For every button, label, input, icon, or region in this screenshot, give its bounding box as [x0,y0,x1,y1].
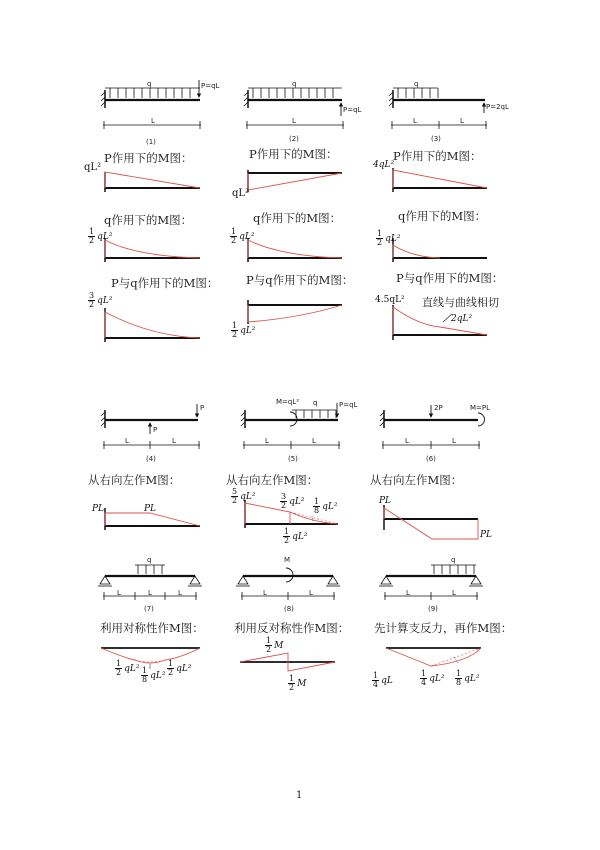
frac-text: qL² [289,496,305,507]
frac-text: qL² [97,231,113,242]
load-label-q-9: q [451,556,456,564]
frac-num: 1 [284,527,290,536]
caption-p-moment-1: P作用下的M图： [104,151,193,165]
value-half-qL2-pq-2 [231,322,255,339]
moment-label-5: M=qL² [276,398,300,406]
load-label-q-1: q [147,80,152,88]
frac-num: 1 [421,669,427,678]
frac-text: qL [381,675,393,686]
frac-num: 1 [456,669,462,678]
value-PL-4a: PL [92,504,105,514]
beam-8 [236,568,340,600]
span-label-4b: L [172,437,176,445]
frac-num: 1 [142,666,148,675]
value-PL-6b: PL [480,530,493,540]
frac-num: 1 [89,227,95,236]
value-quarter-qL-9 [372,672,393,689]
value-quarter-qL2-9 [420,670,444,687]
frac-text: qL² [240,325,256,336]
frac-num: 1 [116,659,122,668]
value-fivehalf-qL2-5 [231,488,255,505]
frac-den: 4 [373,680,379,689]
frac-num: 1 [168,659,174,668]
frac-text: qL² [176,663,192,674]
value-PL-4b: PL [144,504,157,514]
m-diagram-3pq [393,305,487,340]
frac-text: M [274,640,284,651]
m-diagram-9 [386,648,481,666]
force-label-p-2: P=qL [343,106,362,114]
value-half-qL2-5 [283,528,307,545]
caption-p-moment-2: P作用下的M图： [249,147,338,161]
frac-num: 3 [89,291,95,300]
problem-number-7: (7) [144,605,154,613]
span-label-4a: L [125,437,129,445]
frac-num: 1 [373,671,379,680]
frac-num: 3 [281,492,287,501]
caption-p-moment-3: P作用下的M图： [393,149,482,163]
beam-6 [380,405,485,449]
value-PL-6a: PL [379,496,392,506]
frac-den: 4 [421,678,427,687]
caption-q-moment-2: q作用下的M图： [253,211,342,225]
frac-num: 1 [289,674,295,683]
load-label-q-5: q [313,399,318,407]
frac-num: 1 [314,497,320,506]
load-label-q-2: q [292,80,297,88]
frac-text: M [297,678,307,689]
span-label-7b: L [148,589,152,597]
frac-num: 1 [266,636,272,645]
frac-text: qL² [385,233,401,244]
problem-number-8: (8) [284,605,294,613]
m-diagram-2p [248,170,342,192]
problem-number-3: (3) [431,135,441,143]
force-label-p-4: P [200,404,205,412]
span-label-5a: L [265,437,269,445]
force-label-p-3: P=2qL [486,103,509,111]
force-label-p-4b: P [153,426,158,434]
frac-den: 2 [116,668,122,677]
span-label-9b: L [452,589,456,597]
problem-number-1: (1) [146,138,156,146]
value-half-M-8b [288,675,306,692]
problem-number-4: (4) [146,455,156,463]
force-label-p-1: P=qL [201,82,220,90]
caption-right-to-left-5: 从右向左作M图： [226,473,319,487]
span-label-9a: L [406,589,410,597]
force-label-p-5: P=qL [339,401,358,409]
span-label-3b: L [460,117,464,125]
span-label-7c: L [178,589,182,597]
frac-den: 8 [456,678,462,687]
value-4.5qL2-3: 4.5qL² [375,295,405,305]
value-2qL2-3: 2qL² [451,314,473,324]
value-qL2-1: qL² [84,162,102,173]
caption-pq-moment-3: P与q作用下的M图： [396,271,504,285]
frac-num: 5 [232,487,238,496]
frac-num: 1 [377,229,383,238]
frac-den: 2 [232,330,238,339]
span-label-2: L [292,117,296,125]
frac-text: qL² [429,673,445,684]
m-diagram-3q [393,238,487,262]
problem-number-9: (9) [428,605,438,613]
frac-text: qL² [150,670,166,681]
frac-den: 2 [289,683,295,692]
value-eighth-qL2-9 [455,670,479,687]
beam-9 [379,565,483,600]
m-diagram-3p [393,168,487,192]
caption-symmetry: 利用对称性作M图： [100,621,204,635]
load-label-q-7: q [147,556,152,564]
frac-num: 1 [232,321,238,330]
span-label-1: L [151,117,155,125]
value-eighth-qL2-7 [141,667,165,684]
frac-den: 2 [89,236,95,245]
m-diagram-1q [105,238,200,262]
caption-q-moment-3: q作用下的M图： [398,209,487,223]
span-label-7a: L [117,589,121,597]
caption-right-to-left-4: 从右向左作M图： [88,473,181,487]
value-4qL2-3: 4qL² [373,160,395,170]
frac-den: 2 [232,496,238,505]
value-qL2-2: qL² [232,188,250,199]
frac-den: 2 [168,668,174,677]
beam-4 [101,404,200,449]
frac-den: 2 [266,645,272,654]
caption-pq-moment-1: P与q作用下的M图： [111,276,219,290]
value-eighth-qL2-5 [313,498,337,515]
caption-pq-moment-2: P与q作用下的M图： [246,273,354,287]
problem-number-5: (5) [288,455,298,463]
m-diagram-8 [240,653,335,671]
m-diagram-2q [248,238,342,262]
m-diagram-6 [384,505,478,539]
span-label-8b: L [309,589,313,597]
frac-text: qL² [97,295,113,306]
value-threehalf-qL2-1 [88,292,112,309]
frac-text: qL² [239,231,255,242]
span-label-5b: L [312,437,316,445]
frac-text: qL² [464,673,480,684]
value-half-qL2-1 [88,228,112,245]
span-label-8a: L [263,589,267,597]
frac-den: 8 [314,506,320,515]
value-half-qL2-2 [230,228,254,245]
frac-den: 2 [284,536,290,545]
frac-text: qL² [322,501,338,512]
frac-den: 8 [142,675,148,684]
beam-5 [241,403,340,449]
frac-den: 2 [377,238,383,247]
value-half-M-8a [265,637,283,654]
load-label-q-3: q [414,80,419,88]
value-threehalf-qL2-5 [280,493,304,510]
tangent-note: 直线与曲线相切 [422,296,499,309]
caption-q-moment-1: q作用下的M图： [104,213,193,227]
value-half-qL2-3 [376,230,400,247]
moment-label-8: M [284,556,291,564]
frac-den: 2 [231,236,237,245]
span-label-6a: L [405,437,409,445]
frac-text: qL² [292,531,308,542]
m-diagram-1pq [105,308,200,342]
caption-reactions-first: 先计算支反力，再作M图： [374,621,513,635]
span-label-6b: L [452,437,456,445]
value-half-qL2-7b [167,660,191,677]
moment-label-6: M=PL [470,404,491,412]
m-diagram-2pq [248,300,342,324]
beam-3 [389,88,487,129]
frac-den: 2 [281,501,287,510]
caption-right-to-left-6: 从右向左作M图： [370,473,463,487]
span-label-3a: L [413,117,417,125]
problem-number-6: (6) [426,455,436,463]
frac-den: 2 [89,300,95,309]
force-label-2p-6: 2P [434,404,443,412]
frac-num: 1 [231,227,237,236]
frac-text: qL² [124,663,140,674]
m-diagram-1p [105,172,200,192]
problem-number-2: (2) [289,135,299,143]
frac-text: qL² [240,491,256,502]
caption-antisymmetry: 利用反对称性作M图： [234,621,350,635]
page-number: 1 [296,790,303,801]
value-half-qL2-7a [115,660,139,677]
